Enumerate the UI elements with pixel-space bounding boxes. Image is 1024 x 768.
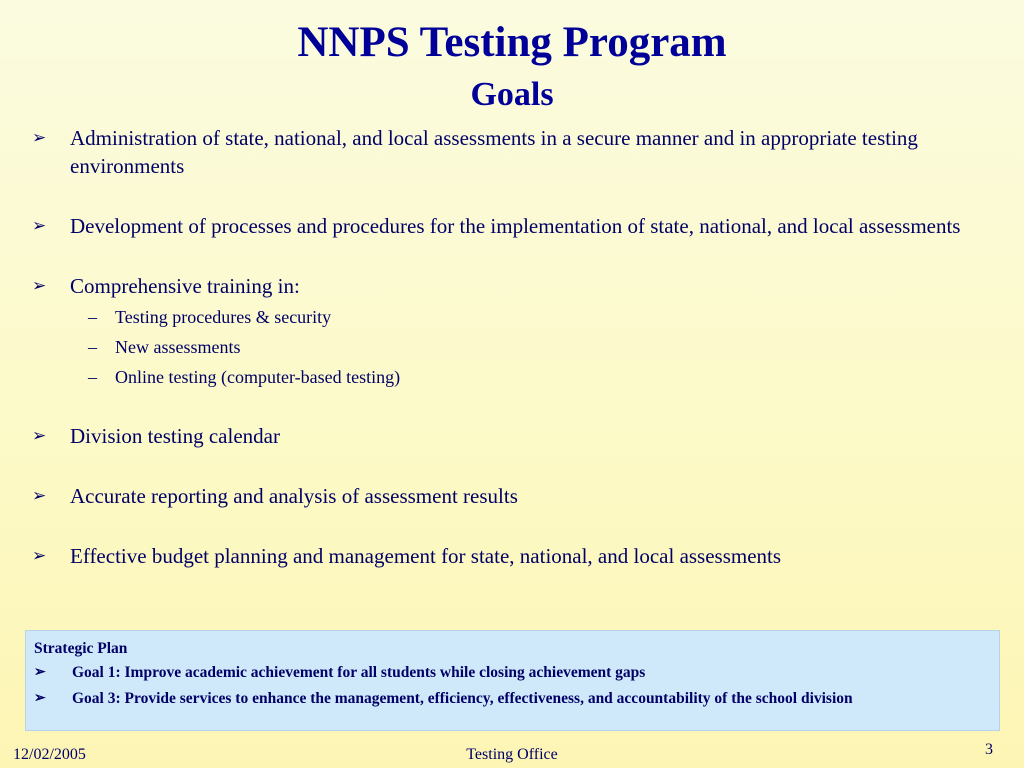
arrow-bullet-icon: ➢ <box>32 486 47 505</box>
goal-item <box>0 542 1024 570</box>
goal-text: Division testing calendar <box>70 424 280 448</box>
strategic-plan-title: Strategic Plan <box>34 640 128 657</box>
arrow-bullet-icon: ➢ <box>34 691 46 706</box>
strategic-plan-goal-text: Goal 3: Provide services to enhance the management, efficiency, effectiveness, and accountability of the school division <box>72 690 853 707</box>
dash-bullet: – <box>88 307 97 327</box>
footer-center: Testing Office <box>466 746 558 763</box>
goal-text: Accurate reporting and analysis of assessment results <box>70 484 518 508</box>
dash-bullet: – <box>88 367 97 387</box>
sub-item <box>0 332 1024 362</box>
goal-item <box>0 124 1024 180</box>
strategic-plan-box <box>25 630 1000 731</box>
sub-item-text: Testing procedures & security <box>115 307 332 327</box>
arrow-bullet-icon: ➢ <box>34 665 46 680</box>
slide-subtitle: Goals <box>470 76 554 113</box>
strategic-plan-goal-text: Goal 1: Improve academic achievement for all students while closing achievement gaps <box>72 664 646 681</box>
goals-list <box>0 124 1024 570</box>
strategic-plan-goal <box>34 663 989 682</box>
goal-item <box>0 272 1024 300</box>
strategic-plan-goal <box>34 689 989 708</box>
goal-text: Comprehensive training in: <box>70 274 300 298</box>
sub-item <box>0 362 1024 392</box>
sub-item-text: Online testing (computer-based testing) <box>115 367 401 387</box>
arrow-bullet-icon: ➢ <box>32 546 47 565</box>
goal-item <box>0 212 1024 240</box>
slide-title: NNPS Testing Program <box>297 19 727 66</box>
page-number: 3 <box>985 741 993 758</box>
goal-text: Development of processes and procedures for the implementation of state, national, and local assessments <box>70 214 961 238</box>
goal-item <box>0 422 1024 450</box>
dash-bullet: – <box>88 337 97 357</box>
arrow-bullet-icon: ➢ <box>32 276 47 295</box>
arrow-bullet-icon: ➢ <box>32 216 47 235</box>
footer-date: 12/02/2005 <box>13 746 86 763</box>
sub-item-text: New assessments <box>115 337 241 357</box>
goal-item <box>0 482 1024 510</box>
goal-text: Effective budget planning and management for state, national, and local assessments <box>70 544 782 568</box>
arrow-bullet-icon: ➢ <box>32 426 47 445</box>
sub-item <box>0 302 1024 332</box>
goal-text: Administration of state, national, and local assessments in a secure manner and in appropriate testing environments <box>70 126 918 178</box>
arrow-bullet-icon: ➢ <box>32 128 47 147</box>
